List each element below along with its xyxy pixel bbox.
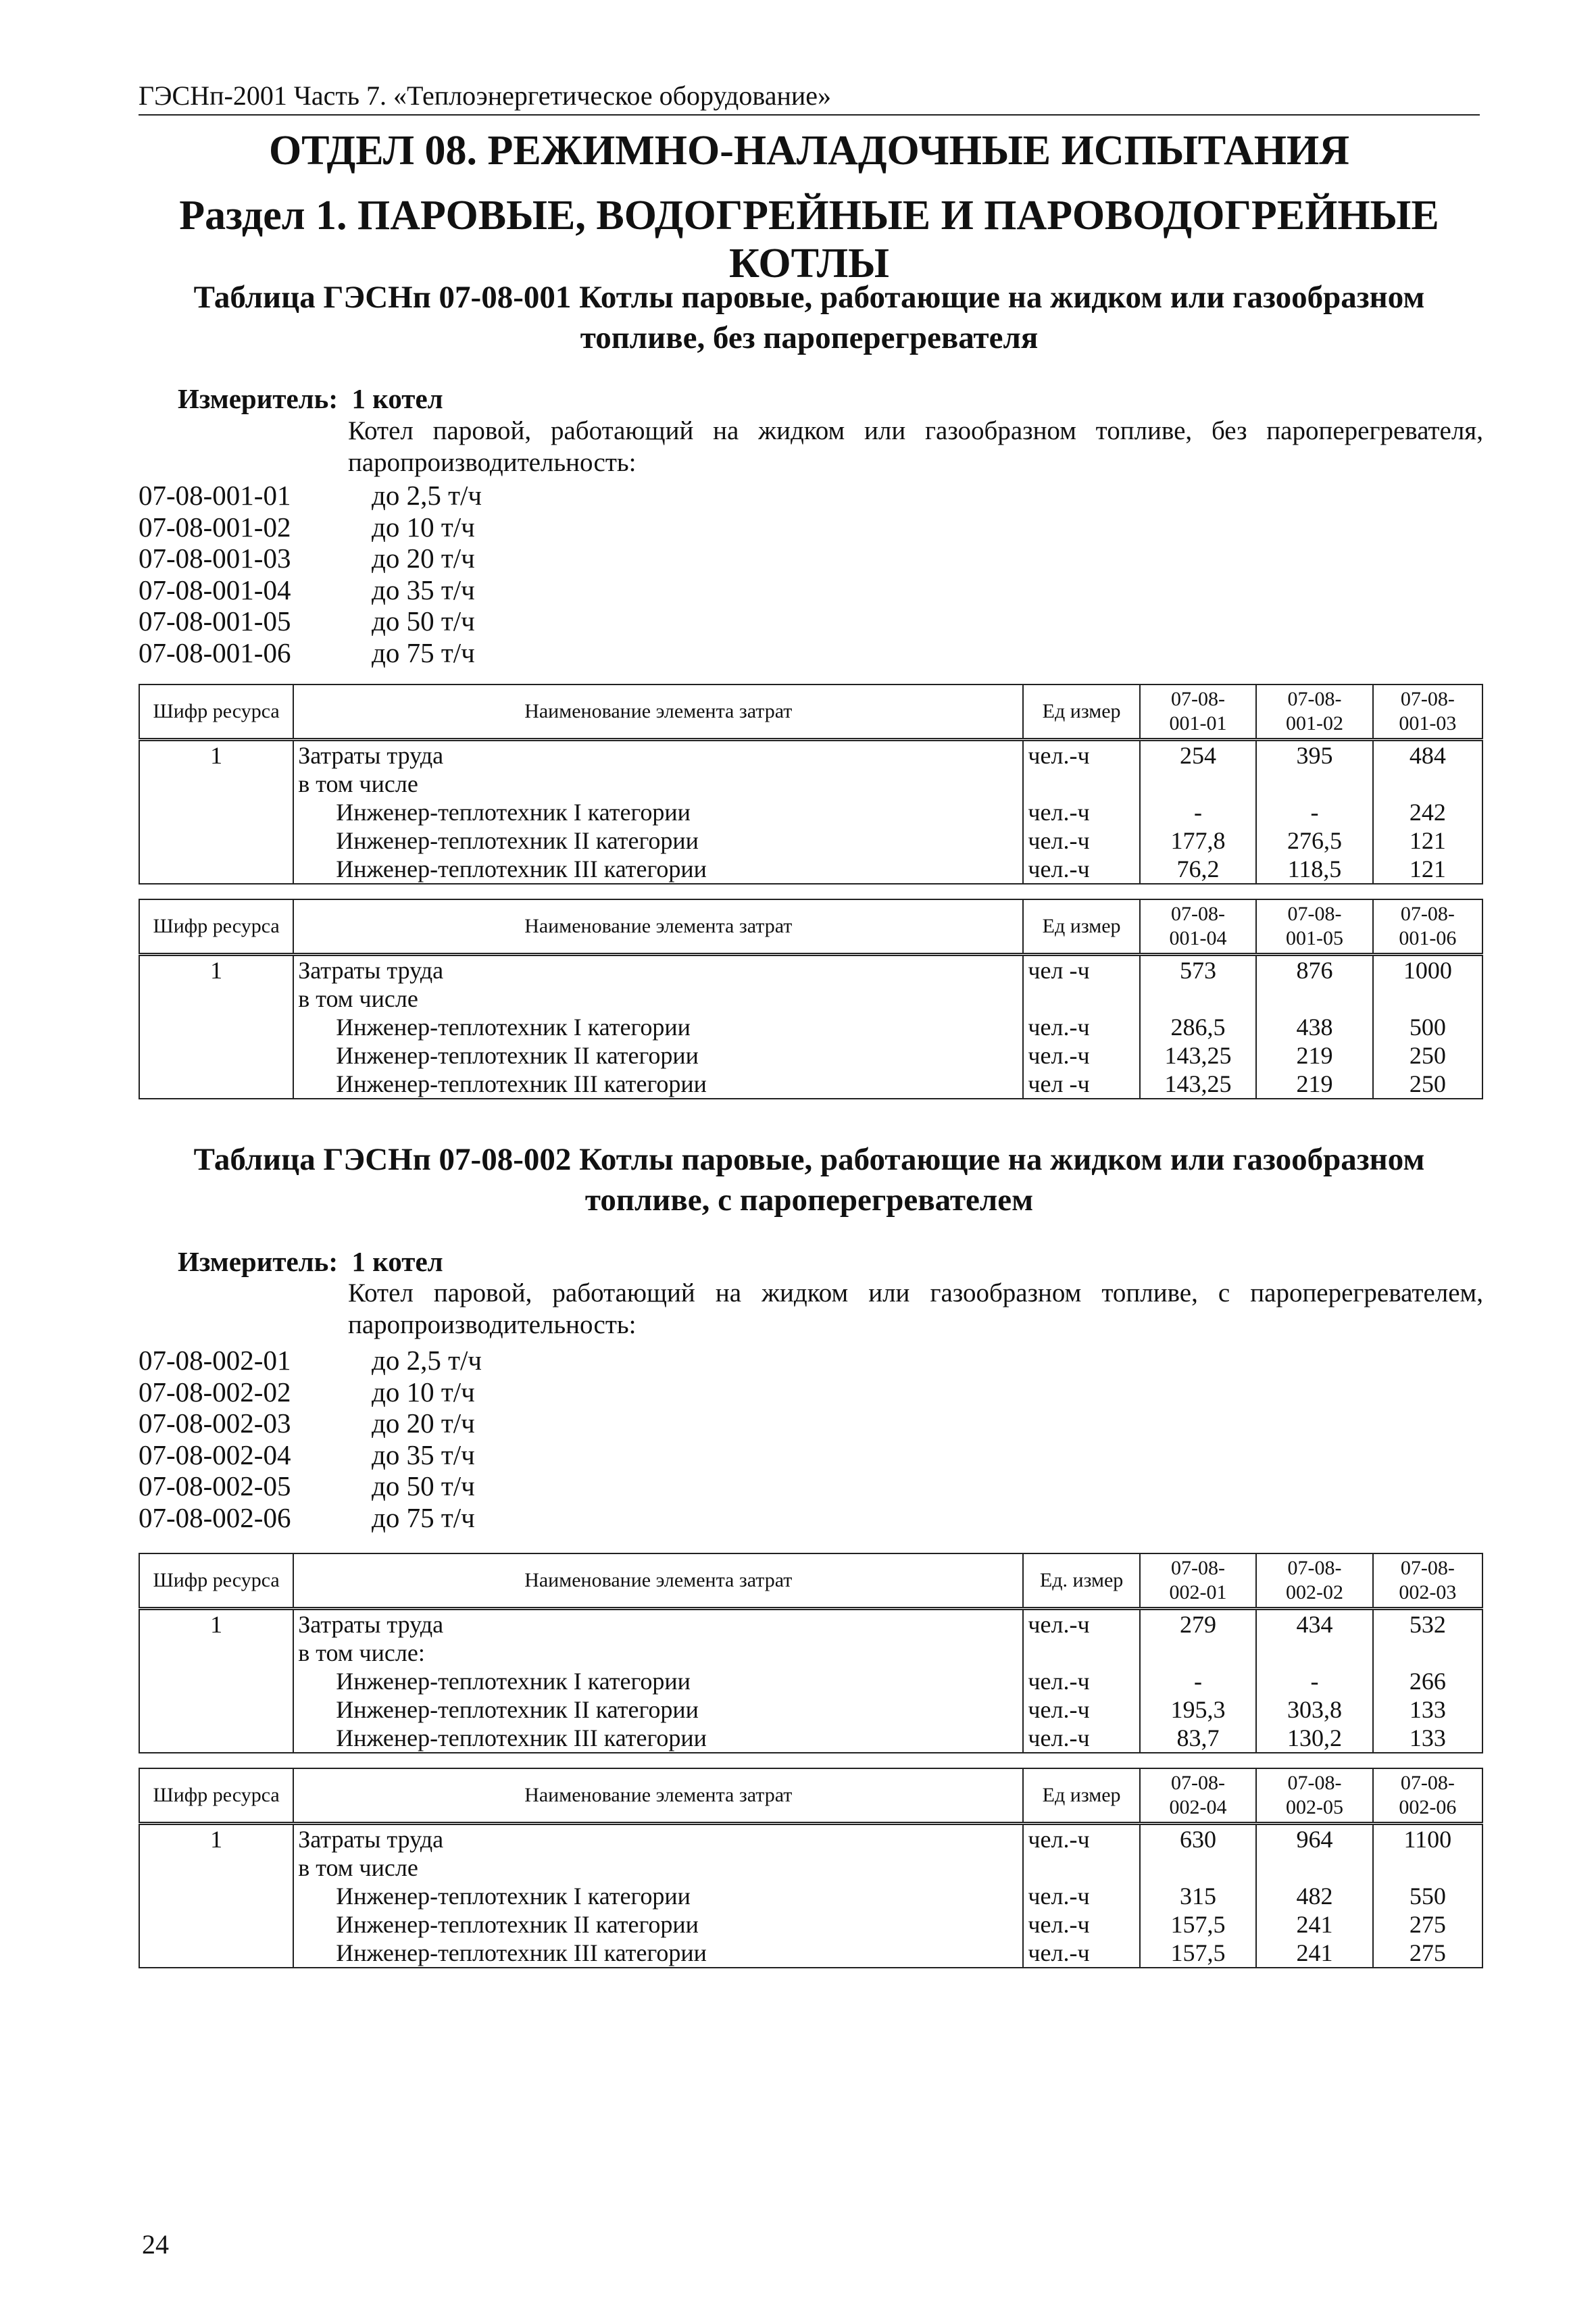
- cell-value: 219: [1256, 1070, 1372, 1099]
- capacity-value: до 10 т/ч: [372, 511, 475, 543]
- table-row: [139, 1695, 1482, 1724]
- header-norm-code: [1140, 684, 1256, 740]
- norm-code-part: 002-05: [1285, 1796, 1343, 1818]
- capacity-value: до 50 т/ч: [372, 1470, 475, 1501]
- table1a: [139, 684, 1483, 885]
- cell-value: [1373, 770, 1482, 798]
- cell-unit: чел.-ч: [1023, 826, 1139, 855]
- cell-value: 121: [1373, 855, 1482, 884]
- table1-title-line1: Таблица ГЭСНп 07-08-001 Котлы паровые, работающие на жидком или газообразном: [193, 280, 1425, 315]
- cell-name: Инженер-теплотехник III категории: [293, 1939, 1023, 1968]
- cell-value: 219: [1256, 1041, 1372, 1070]
- norm-code-part: 07-08-: [1287, 1772, 1342, 1794]
- cell-name: Инженер-теплотехник II категории: [293, 1910, 1023, 1939]
- section-heading: Раздел 1. ПАРОВЫЕ, ВОДОГРЕЙНЫЕ И ПАРОВОДОГРЕЙНЫЕ КОТЛЫ: [179, 193, 1439, 287]
- cell-value: [1256, 1639, 1372, 1667]
- code: 07-08-002-03: [139, 1408, 291, 1439]
- table1-title-line2: топливе, без пароперегревателя: [580, 320, 1039, 355]
- cell-unit: чел.-ч: [1023, 1013, 1139, 1041]
- cell-value: 177,8: [1140, 826, 1256, 855]
- cell-value: 1100: [1373, 1824, 1482, 1854]
- code: 07-08-002-01: [139, 1345, 291, 1376]
- norm-code-part: 001-05: [1285, 927, 1343, 949]
- cell-unit: [1023, 1853, 1139, 1882]
- header-name: Наименование элемента затрат: [293, 1553, 1023, 1609]
- norm-code-part: 07-08-: [1400, 1557, 1455, 1579]
- cell-value: 573: [1140, 955, 1256, 985]
- cell-value: 250: [1373, 1070, 1482, 1099]
- norm-code-part: 07-08-: [1171, 1557, 1226, 1579]
- cell-name: Затраты труда: [293, 740, 1023, 770]
- code-row: [139, 543, 482, 574]
- norm-code-part: 07-08-: [1287, 1557, 1342, 1579]
- cell-unit: [1023, 985, 1139, 1013]
- code: 07-08-001-06: [139, 637, 291, 668]
- measure-label: Измеритель:: [178, 1246, 339, 1277]
- table2-code-list: [139, 1345, 482, 1533]
- header-norm-code: [1373, 1768, 1482, 1824]
- code-row: [139, 1439, 482, 1471]
- cell-name: Затраты труда: [293, 1609, 1023, 1639]
- header-norm-code: [1140, 1768, 1256, 1824]
- norm-code-part: 002-03: [1399, 1581, 1457, 1603]
- capacity-value: до 20 т/ч: [372, 1408, 475, 1439]
- table2b: [139, 1768, 1483, 1968]
- cell-code: [139, 1939, 293, 1968]
- header-name: Наименование элемента затрат: [293, 1768, 1023, 1824]
- cell-value: 143,25: [1140, 1070, 1256, 1099]
- norm-code-part: 001-04: [1169, 927, 1227, 949]
- cell-value: 550: [1373, 1882, 1482, 1910]
- capacity-value: до 10 т/ч: [372, 1376, 475, 1408]
- code: 07-08-002-04: [139, 1439, 291, 1470]
- header-unit: Ед измер: [1023, 684, 1139, 740]
- norm-code-part: 07-08-: [1400, 688, 1455, 710]
- cell-name: в том числе: [293, 1853, 1023, 1882]
- table-row: [139, 1824, 1482, 1854]
- header-code: Шифр ресурса: [139, 1553, 293, 1609]
- cell-value: -: [1140, 1667, 1256, 1695]
- cell-value: 438: [1256, 1013, 1372, 1041]
- cell-unit: чел -ч: [1023, 1070, 1139, 1099]
- table-header-row: [139, 1553, 1482, 1609]
- cell-code: [139, 1882, 293, 1910]
- cell-value: 279: [1140, 1609, 1256, 1639]
- code: 07-08-001-03: [139, 543, 291, 574]
- cell-unit: чел.-ч: [1023, 1882, 1139, 1910]
- code: 07-08-001-04: [139, 574, 291, 605]
- cell-unit: чел.-ч: [1023, 1910, 1139, 1939]
- cell-code: [139, 798, 293, 826]
- cell-value: 157,5: [1140, 1910, 1256, 1939]
- cell-name: Затраты труда: [293, 955, 1023, 985]
- norm-code-part: 001-01: [1169, 712, 1227, 735]
- cell-unit: чел.-ч: [1023, 1824, 1139, 1854]
- header-norm-code: [1256, 684, 1372, 740]
- header-unit: Ед. измер: [1023, 1553, 1139, 1609]
- header-norm-code: [1256, 899, 1372, 955]
- cell-value: [1373, 1853, 1482, 1882]
- cell-value: 130,2: [1256, 1724, 1372, 1753]
- table-header-row: [139, 1768, 1482, 1824]
- capacity-value: до 2,5 т/ч: [372, 1345, 482, 1376]
- cell-unit: чел.-ч: [1023, 1667, 1139, 1695]
- cell-value: 275: [1373, 1910, 1482, 1939]
- cell-value: 482: [1256, 1882, 1372, 1910]
- table2-description: Котел паровой, работающий на жидком или газообразном топливе, с пароперегревателем, паропроизводительность:: [348, 1278, 1483, 1339]
- cell-value: 133: [1373, 1724, 1482, 1753]
- cell-value: [1140, 1853, 1256, 1882]
- cell-name: Инженер-теплотехник I категории: [293, 1882, 1023, 1910]
- cell-value: 532: [1373, 1609, 1482, 1639]
- table-row: [139, 1724, 1482, 1753]
- cell-unit: чел.-ч: [1023, 1724, 1139, 1753]
- measure-label: Измеритель:: [178, 383, 339, 414]
- table-row: [139, 955, 1482, 985]
- cell-code: [139, 1695, 293, 1724]
- code-row: [139, 1376, 482, 1408]
- cell-unit: чел -ч: [1023, 955, 1139, 985]
- cell-unit: [1023, 1639, 1139, 1667]
- cell-value: 254: [1140, 740, 1256, 770]
- table-row: [139, 1041, 1482, 1070]
- cell-value: [1140, 1639, 1256, 1667]
- cell-unit: чел.-ч: [1023, 740, 1139, 770]
- cell-name: Инженер-теплотехник III категории: [293, 1070, 1023, 1099]
- cell-value: 83,7: [1140, 1724, 1256, 1753]
- code-row: [139, 512, 482, 543]
- code: 07-08-002-05: [139, 1470, 291, 1501]
- cell-value: 241: [1256, 1939, 1372, 1968]
- cell-name: Инженер-теплотехник I категории: [293, 1667, 1023, 1695]
- table1-title: [139, 277, 1480, 358]
- cell-code: [139, 1853, 293, 1882]
- table1b: [139, 899, 1483, 1099]
- table2-measure: [178, 1245, 443, 1278]
- header-unit: Ед измер: [1023, 899, 1139, 955]
- cell-code: [139, 826, 293, 855]
- table2-title-line2: топливе, с пароперегревателем: [584, 1183, 1034, 1218]
- cell-code: [139, 1013, 293, 1041]
- capacity-value: до 75 т/ч: [372, 1501, 475, 1533]
- cell-unit: чел.-ч: [1023, 1695, 1139, 1724]
- table-row: [139, 985, 1482, 1013]
- running-header: ГЭСНп-2001 Часть 7. «Теплоэнергетическое оборудование»: [139, 80, 1480, 116]
- table2a: [139, 1553, 1483, 1753]
- table-row: [139, 1013, 1482, 1041]
- header-code: Шифр ресурса: [139, 684, 293, 740]
- capacity-value: до 75 т/ч: [372, 637, 475, 668]
- cell-value: 286,5: [1140, 1013, 1256, 1041]
- table-header-row: [139, 684, 1482, 740]
- cell-value: [1256, 1853, 1372, 1882]
- cell-value: 434: [1256, 1609, 1372, 1639]
- table2-title: [139, 1139, 1480, 1220]
- cell-unit: чел.-ч: [1023, 1939, 1139, 1968]
- cell-name: в том числе:: [293, 1639, 1023, 1667]
- header-norm-code: [1256, 1553, 1372, 1609]
- code-row: [139, 1502, 482, 1534]
- norm-code-part: 001-06: [1399, 927, 1457, 949]
- cell-value: -: [1256, 1667, 1372, 1695]
- cell-value: 275: [1373, 1939, 1482, 1968]
- code-row: [139, 637, 482, 669]
- cell-value: 121: [1373, 826, 1482, 855]
- table-header-row: [139, 899, 1482, 955]
- table-row: [139, 1910, 1482, 1939]
- norm-code-part: 07-08-: [1287, 903, 1342, 925]
- code: 07-08-001-01: [139, 480, 291, 511]
- capacity-value: до 50 т/ч: [372, 605, 475, 637]
- code-row: [139, 1345, 482, 1376]
- cell-code: [139, 985, 293, 1013]
- page-number: 24: [142, 2229, 169, 2260]
- cell-unit: чел.-ч: [1023, 1609, 1139, 1639]
- cell-value: 964: [1256, 1824, 1372, 1854]
- norm-code-part: 07-08-: [1171, 1772, 1226, 1794]
- table1-code-list: [139, 480, 482, 668]
- code: 07-08-002-02: [139, 1376, 291, 1408]
- cell-value: [1256, 770, 1372, 798]
- cell-name: в том числе: [293, 985, 1023, 1013]
- cell-value: 315: [1140, 1882, 1256, 1910]
- cell-code: 1: [139, 1824, 293, 1854]
- table-row: [139, 1882, 1482, 1910]
- cell-code: [139, 1667, 293, 1695]
- cell-value: [1140, 770, 1256, 798]
- table1-description: Котел паровой, работающий на жидком или газообразном топливе, без пароперегревателя, паропроизводительность:: [348, 416, 1483, 477]
- measure-value: 1 котел: [351, 383, 443, 414]
- norm-code-part: 002-04: [1169, 1796, 1227, 1818]
- table-row: [139, 798, 1482, 826]
- cell-value: 484: [1373, 740, 1482, 770]
- cell-value: 395: [1256, 740, 1372, 770]
- header-norm-code: [1140, 899, 1256, 955]
- table-row: [139, 855, 1482, 884]
- cell-value: 133: [1373, 1695, 1482, 1724]
- norm-code-part: 001-02: [1285, 712, 1343, 735]
- cell-value: -: [1140, 798, 1256, 826]
- cell-unit: [1023, 770, 1139, 798]
- code-row: [139, 605, 482, 637]
- header-norm-code: [1373, 1553, 1482, 1609]
- cell-value: [1373, 985, 1482, 1013]
- table-row: [139, 1609, 1482, 1639]
- header-norm-code: [1140, 1553, 1256, 1609]
- header-code: Шифр ресурса: [139, 899, 293, 955]
- header-name: Наименование элемента затрат: [293, 684, 1023, 740]
- cell-value: 276,5: [1256, 826, 1372, 855]
- norm-code-part: 002-06: [1399, 1796, 1457, 1818]
- norm-code-part: 001-03: [1399, 712, 1457, 735]
- table-row: [139, 1667, 1482, 1695]
- cell-code: 1: [139, 1609, 293, 1639]
- cell-value: -: [1256, 798, 1372, 826]
- table-row: [139, 1639, 1482, 1667]
- cell-name: Инженер-теплотехник I категории: [293, 798, 1023, 826]
- cell-value: [1140, 985, 1256, 1013]
- cell-name: Инженер-теплотехник II категории: [293, 1695, 1023, 1724]
- cell-value: 157,5: [1140, 1939, 1256, 1968]
- table-row: [139, 1939, 1482, 1968]
- cell-value: 630: [1140, 1824, 1256, 1854]
- cell-unit: чел.-ч: [1023, 1041, 1139, 1070]
- code-row: [139, 574, 482, 606]
- code: 07-08-001-05: [139, 605, 291, 637]
- table-row: [139, 770, 1482, 798]
- cell-code: [139, 770, 293, 798]
- header-norm-code: [1373, 684, 1482, 740]
- cell-value: [1256, 985, 1372, 1013]
- cell-name: Инженер-теплотехник I категории: [293, 1013, 1023, 1041]
- norm-code-part: 07-08-: [1287, 688, 1342, 710]
- header-name: Наименование элемента затрат: [293, 899, 1023, 955]
- cell-value: [1373, 1639, 1482, 1667]
- cell-value: 143,25: [1140, 1041, 1256, 1070]
- code-row: [139, 1470, 482, 1502]
- cell-value: 500: [1373, 1013, 1482, 1041]
- norm-code-part: 002-02: [1285, 1581, 1343, 1603]
- cell-name: Затраты труда: [293, 1824, 1023, 1854]
- table2-title-line1: Таблица ГЭСНп 07-08-002 Котлы паровые, работающие на жидком или газообразном: [193, 1142, 1425, 1177]
- department-heading: ОТДЕЛ 08. РЕЖИМНО-НАЛАДОЧНЫЕ ИСПЫТАНИЯ: [268, 128, 1350, 174]
- cell-value: 250: [1373, 1041, 1482, 1070]
- cell-name: Инженер-теплотехник II категории: [293, 1041, 1023, 1070]
- cell-name: Инженер-теплотехник III категории: [293, 855, 1023, 884]
- capacity-value: до 2,5 т/ч: [372, 480, 482, 511]
- cell-value: 303,8: [1256, 1695, 1372, 1724]
- cell-value: 195,3: [1140, 1695, 1256, 1724]
- cell-code: 1: [139, 955, 293, 985]
- cell-unit: чел.-ч: [1023, 855, 1139, 884]
- cell-value: 76,2: [1140, 855, 1256, 884]
- header-unit: Ед измер: [1023, 1768, 1139, 1824]
- cell-code: [139, 1639, 293, 1667]
- cell-code: 1: [139, 740, 293, 770]
- cell-value: 242: [1373, 798, 1482, 826]
- code-row: [139, 1408, 482, 1439]
- cell-code: [139, 1070, 293, 1099]
- norm-code-part: 07-08-: [1400, 1772, 1455, 1794]
- table-row: [139, 826, 1482, 855]
- capacity-value: до 20 т/ч: [372, 543, 475, 574]
- cell-value: 876: [1256, 955, 1372, 985]
- capacity-value: до 35 т/ч: [372, 574, 475, 605]
- header-code: Шифр ресурса: [139, 1768, 293, 1824]
- table-row: [139, 1853, 1482, 1882]
- cell-value: 1000: [1373, 955, 1482, 985]
- cell-code: [139, 1041, 293, 1070]
- cell-name: в том числе: [293, 770, 1023, 798]
- capacity-value: до 35 т/ч: [372, 1439, 475, 1470]
- table-row: [139, 1070, 1482, 1099]
- norm-code-part: 07-08-: [1171, 688, 1226, 710]
- cell-code: [139, 1910, 293, 1939]
- code: 07-08-002-06: [139, 1501, 291, 1533]
- norm-code-part: 07-08-: [1400, 903, 1455, 925]
- header-norm-code: [1256, 1768, 1372, 1824]
- cell-unit: чел.-ч: [1023, 798, 1139, 826]
- code: 07-08-001-02: [139, 511, 291, 543]
- cell-value: 266: [1373, 1667, 1482, 1695]
- measure-value: 1 котел: [351, 1246, 443, 1277]
- cell-code: [139, 1724, 293, 1753]
- table1-measure: [178, 382, 443, 415]
- cell-value: 118,5: [1256, 855, 1372, 884]
- cell-name: Инженер-теплотехник III категории: [293, 1724, 1023, 1753]
- code-row: [139, 480, 482, 512]
- header-norm-code: [1373, 899, 1482, 955]
- table-row: [139, 740, 1482, 770]
- cell-code: [139, 855, 293, 884]
- cell-name: Инженер-теплотехник II категории: [293, 826, 1023, 855]
- norm-code-part: 002-01: [1169, 1581, 1227, 1603]
- norm-code-part: 07-08-: [1171, 903, 1226, 925]
- cell-value: 241: [1256, 1910, 1372, 1939]
